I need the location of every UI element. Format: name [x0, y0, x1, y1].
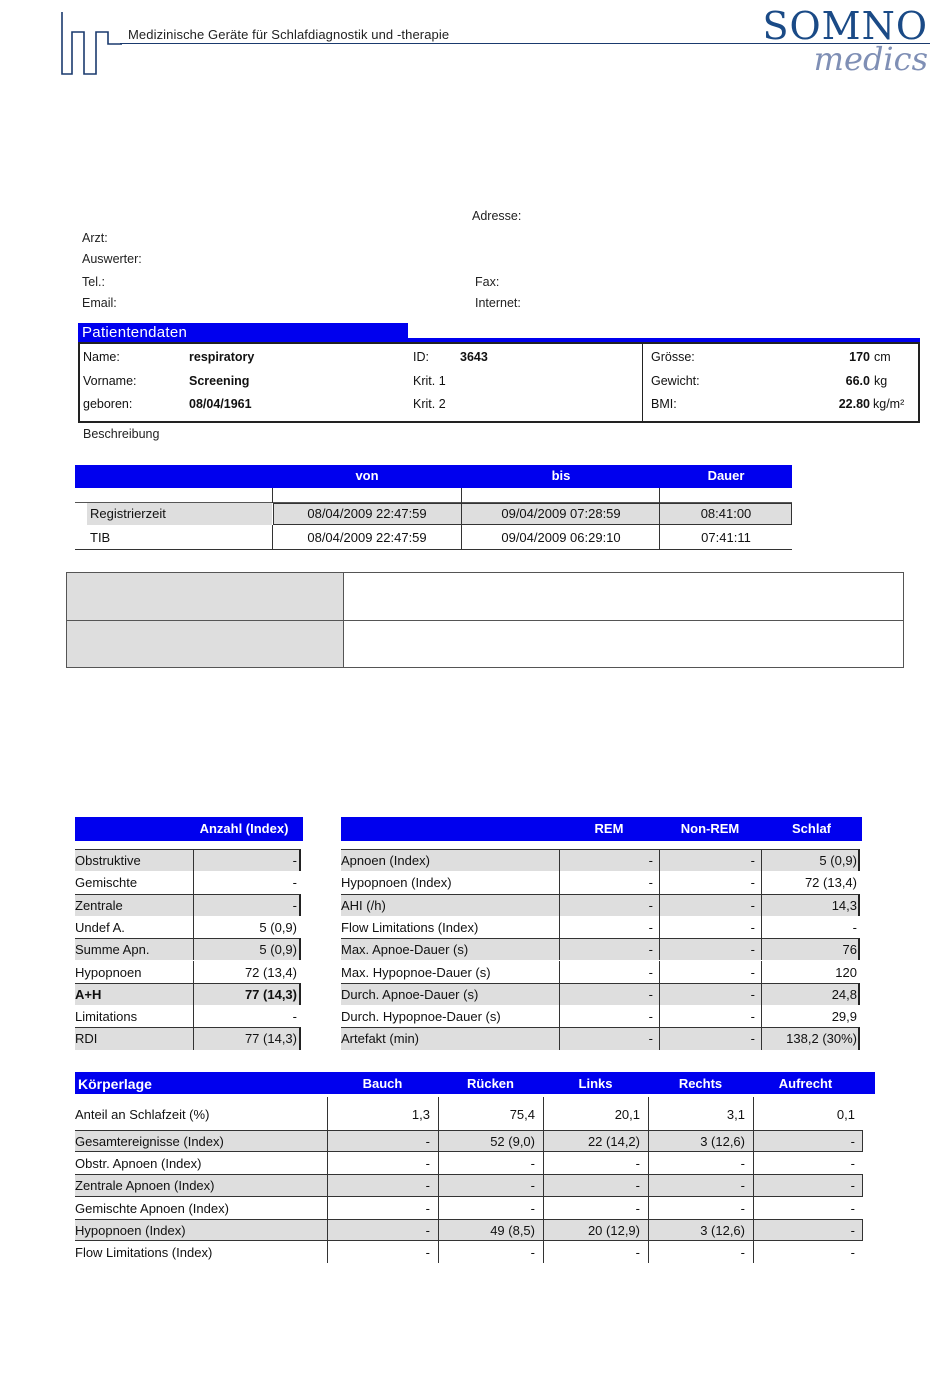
beschreibung-label: Beschreibung [83, 427, 160, 441]
times-col-von: von [355, 468, 379, 483]
sleep-row-nonrem: - [750, 1031, 755, 1047]
arzt-label: Arzt: [82, 231, 108, 245]
events-row [75, 894, 303, 916]
sleep-row-label: Durch. Apnoe-Dauer (s) [341, 986, 479, 1002]
position-row-value: - [425, 1245, 430, 1260]
sleep-row-rem: - [648, 942, 653, 958]
position-row-value: 3 (12,6) [700, 1223, 745, 1238]
position-row [75, 1197, 875, 1219]
position-row-value: - [740, 1245, 745, 1260]
position-row-value: - [425, 1178, 430, 1193]
sleep-row-nonrem: - [750, 964, 755, 980]
times-row-bis: 09/04/2009 07:28:59 [501, 506, 621, 521]
sleep-row-rem: - [648, 875, 653, 891]
fax-label: Fax: [475, 275, 500, 289]
geboren-label: geboren: [83, 397, 133, 411]
times-row-von: 08/04/2009 22:47:59 [307, 506, 427, 521]
position-row-value: - [850, 1245, 855, 1260]
sleep-row-nonrem: - [750, 853, 755, 868]
sleep-row-schlaf: 120 [835, 964, 857, 980]
times-col-dauer: Dauer [707, 468, 745, 483]
sleep-row-nonrem: - [750, 942, 755, 958]
times-row-dauer: 07:41:11 [701, 530, 751, 545]
events-row [75, 916, 303, 938]
events-row [75, 1027, 303, 1049]
bmi-label: BMI: [651, 397, 677, 411]
events-row-value: 77 (14,3) [244, 986, 297, 1002]
events-row-value: 5 (0,9) [259, 942, 297, 958]
brand-name-secondary: medics [813, 40, 928, 78]
position-row-value: - [740, 1156, 745, 1171]
bmi-unit: kg/m² [873, 397, 905, 411]
sleep-row-schlaf: 76 [842, 942, 857, 958]
position-row-label: Zentrale Apnoen (Index) [75, 1178, 215, 1193]
sleep-row-schlaf: 24,8 [831, 986, 857, 1002]
position-row-value: - [850, 1201, 855, 1216]
sleep-row-label: Hypopnoen (Index) [341, 875, 452, 891]
position-row-value: - [850, 1134, 855, 1149]
sleep-col-schlaf: Schlaf [791, 821, 831, 836]
position-row [75, 1219, 875, 1241]
times-row [75, 525, 792, 550]
sleep-row-label: Flow Limitations (Index) [341, 919, 479, 935]
sleep-row [341, 1005, 862, 1027]
position-row-value: 1,3 [411, 1107, 430, 1122]
patient-id: 3643 [460, 350, 488, 364]
position-row-value: 20 (12,9) [587, 1223, 640, 1238]
sleep-row-nonrem: - [750, 986, 755, 1002]
times-row-von: 08/04/2009 22:47:59 [307, 530, 427, 545]
sleep-row-nonrem: - [750, 1009, 755, 1025]
patient-name: respiratory [189, 350, 255, 364]
internet-label: Internet: [475, 296, 521, 310]
position-row-value: - [850, 1178, 855, 1193]
sleep-row [341, 983, 862, 1005]
sleep-col-rem: REM [594, 821, 624, 836]
events-row-value: - [292, 1009, 297, 1025]
position-row-label: Gesamtereignisse (Index) [75, 1134, 224, 1149]
position-row [75, 1130, 875, 1152]
position-row [75, 1174, 875, 1197]
position-row-value: 75,4 [509, 1107, 535, 1122]
position-title: Körperlage [78, 1076, 152, 1092]
groesse-unit: cm [874, 350, 891, 364]
position-col-aufrecht: Aufrecht [778, 1076, 833, 1091]
position-row-value: - [425, 1223, 430, 1238]
events-header-bar [75, 817, 303, 841]
tel-label: Tel.: [82, 275, 105, 289]
sleep-row-label: Apnoen (Index) [341, 853, 430, 868]
sleep-row-nonrem: - [750, 919, 755, 935]
position-row-value: - [635, 1245, 640, 1260]
position-row [75, 1152, 875, 1174]
position-row-label: Hypopnoen (Index) [75, 1223, 186, 1238]
position-row-value: - [740, 1178, 745, 1193]
position-row-value: - [740, 1201, 745, 1216]
somnomedics-logo-mark [60, 10, 130, 80]
sleep-row-schlaf: 5 (0,9) [819, 853, 857, 868]
events-row-value: 77 (14,3) [244, 1031, 297, 1047]
position-col-bauch: Bauch [362, 1076, 403, 1091]
events-row-label: Zentrale [75, 897, 123, 913]
patient-birthdate: 08/04/1961 [189, 397, 252, 411]
events-row [75, 938, 303, 960]
events-row [75, 1005, 303, 1027]
sleep-row-label: Max. Hypopnoe-Dauer (s) [341, 964, 491, 980]
position-col-links: Links [578, 1076, 613, 1091]
position-row-value: - [530, 1156, 535, 1171]
patient-data-divider [642, 342, 643, 423]
id-label: ID: [413, 350, 429, 364]
times-spacer-row [75, 488, 792, 503]
times-header-bar [75, 465, 792, 488]
times-row-label: Registrierzeit [90, 506, 166, 521]
sleep-row-label: Max. Apnoe-Dauer (s) [341, 942, 469, 958]
adresse-label: Adresse: [472, 209, 522, 223]
sleep-row-schlaf: 29,9 [831, 1009, 857, 1025]
position-row [75, 1241, 875, 1263]
position-row-value: - [425, 1156, 430, 1171]
patient-data-title: Patientendaten [78, 323, 408, 342]
position-row-value: - [635, 1156, 640, 1171]
sleep-row-nonrem: - [750, 875, 755, 891]
times-row-dauer: 08:41:00 [700, 506, 752, 521]
position-row-value: - [635, 1178, 640, 1193]
position-row-value: 49 (8,5) [490, 1223, 535, 1238]
sleep-row [341, 849, 862, 871]
vorname-label: Vorname: [83, 374, 137, 388]
sleep-col-nonrem: Non-REM [680, 821, 740, 836]
events-row-label: Summe Apn. [75, 942, 150, 958]
position-row-value: 3 (12,6) [700, 1134, 745, 1149]
position-header-bar [75, 1072, 875, 1094]
events-row-label: RDI [75, 1031, 98, 1047]
position-col-ruecken: Rücken [467, 1076, 514, 1091]
sleep-row-rem: - [648, 986, 653, 1002]
sleep-row-schlaf: 14,3 [831, 897, 857, 913]
sleep-row-label: Artefakt (min) [341, 1031, 420, 1047]
header-subtitle: Medizinische Geräte für Schlafdiagnostik und -therapie [128, 27, 450, 42]
sleep-row-rem: - [648, 919, 653, 935]
events-row-label: Obstruktive [75, 853, 141, 868]
position-row-value: - [850, 1156, 855, 1171]
position-row-value: - [635, 1201, 640, 1216]
krit1-label: Krit. 1 [413, 374, 446, 388]
position-row-value: 22 (14,2) [587, 1134, 640, 1149]
position-row-label: Flow Limitations (Index) [75, 1245, 213, 1260]
position-row-value: 3,1 [726, 1107, 745, 1122]
summary-box [66, 572, 904, 668]
patient-vorname: Screening [189, 374, 250, 388]
position-row-value: - [530, 1245, 535, 1260]
groesse-label: Grösse: [651, 350, 695, 364]
position-row-value: - [425, 1201, 430, 1216]
position-row-value: 0,1 [836, 1107, 855, 1122]
sleep-row [341, 894, 862, 916]
name-label: Name: [83, 350, 120, 364]
events-row-label: Undef A. [75, 919, 125, 935]
position-row-value: - [425, 1134, 430, 1149]
events-row [75, 983, 303, 1005]
krit2-label: Krit. 2 [413, 397, 446, 411]
sleep-row-rem: - [648, 1009, 653, 1025]
events-row-label: Hypopnoen [75, 964, 142, 980]
position-row-label: Anteil an Schlafzeit (%) [75, 1107, 210, 1122]
events-row [75, 871, 303, 893]
position-row-value: - [530, 1201, 535, 1216]
sleep-row-rem: - [648, 897, 653, 913]
sleep-row [341, 916, 862, 938]
sleep-row [341, 1027, 862, 1049]
events-row-label: Gemischte [75, 875, 138, 891]
events-row-value: 72 (13,4) [244, 964, 297, 980]
sleep-row [341, 938, 862, 960]
patient-bmi: 22.80 [838, 397, 870, 411]
position-col-rechts: Rechts [678, 1076, 723, 1091]
events-row-label: A+H [75, 986, 102, 1002]
gewicht-label: Gewicht: [651, 374, 700, 388]
sleep-row-schlaf: 138,2 (30%) [786, 1031, 857, 1047]
events-col-header: Anzahl (Index) [199, 821, 289, 836]
position-row-value: - [530, 1178, 535, 1193]
position-row-value: 52 (9,0) [490, 1134, 535, 1149]
sleep-row [341, 871, 862, 893]
times-col-bis: bis [551, 468, 571, 483]
position-row [75, 1097, 875, 1130]
sleep-row-schlaf: - [852, 919, 857, 935]
sleep-row-rem: - [648, 853, 653, 868]
auswerter-label: Auswerter: [82, 252, 142, 266]
sleep-row-rem: - [648, 1031, 653, 1047]
events-row-value: - [292, 875, 297, 891]
gewicht-unit: kg [874, 374, 888, 388]
times-row [75, 503, 792, 525]
sleep-header-bar [341, 817, 862, 841]
brand-name: SOMNO [762, 4, 928, 48]
events-row [75, 961, 303, 983]
patient-groesse: 170 [849, 350, 870, 364]
sleep-row-schlaf: 72 (13,4) [804, 875, 857, 891]
email-label: Email: [82, 296, 117, 310]
events-row [75, 849, 303, 871]
sleep-row-label: AHI (/h) [341, 897, 386, 913]
times-row-bis: 09/04/2009 06:29:10 [501, 530, 621, 545]
sleep-row-rem: - [648, 964, 653, 980]
sleep-row-nonrem: - [750, 897, 755, 913]
events-row-label: Limitations [75, 1009, 138, 1025]
sleep-row-label: Durch. Hypopnoe-Dauer (s) [341, 1009, 501, 1025]
events-row-value: - [292, 897, 297, 913]
sleep-row [341, 961, 862, 983]
position-row-value: - [850, 1223, 855, 1238]
position-row-value: 20,1 [614, 1107, 640, 1122]
position-row-label: Obstr. Apnoen (Index) [75, 1156, 202, 1171]
events-row-value: 5 (0,9) [259, 919, 297, 935]
events-row-value: - [292, 853, 297, 868]
patient-gewicht: 66.0 [845, 374, 870, 388]
times-row-label: TIB [90, 530, 111, 545]
position-row-label: Gemischte Apnoen (Index) [75, 1201, 229, 1216]
